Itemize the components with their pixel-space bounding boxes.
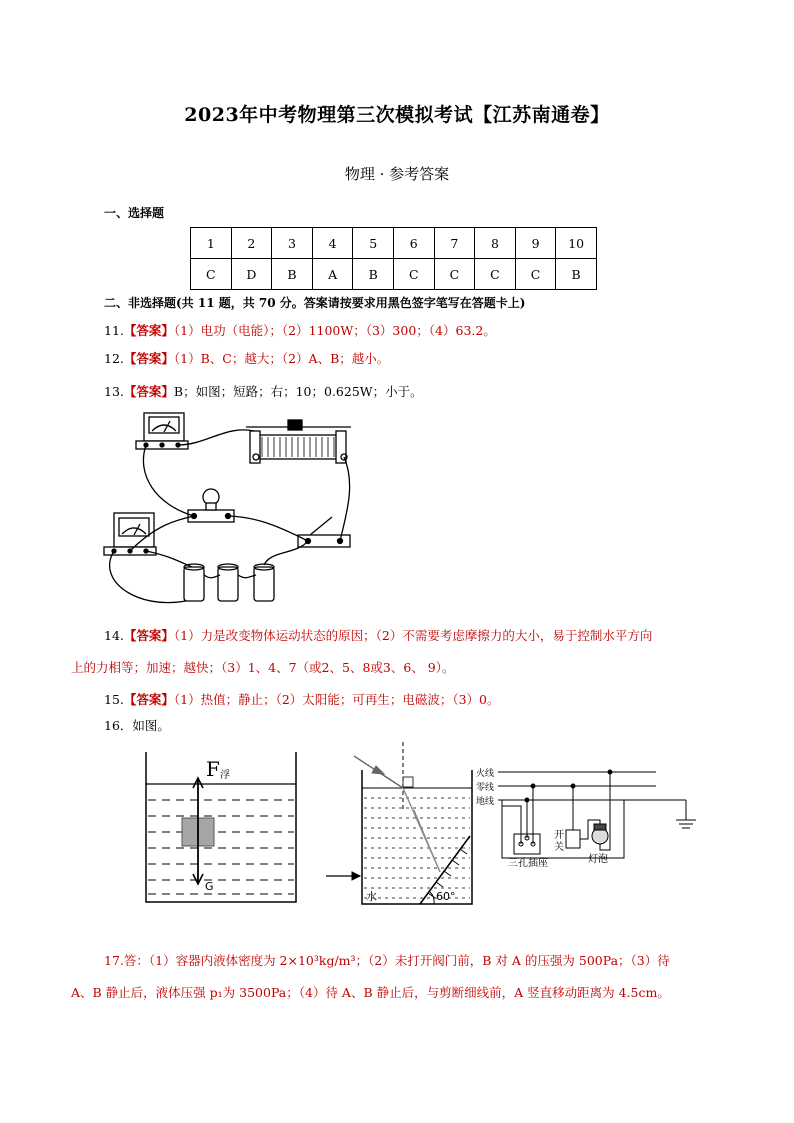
table-cell: D xyxy=(231,259,272,290)
answer-text: （1）热值；静止；（2）太阳能；可再生；电磁波；（3）0。 xyxy=(173,692,500,707)
answer-badge: 【答案】 xyxy=(123,692,174,707)
question-number: 15. xyxy=(104,692,124,707)
answer-q12 xyxy=(104,349,389,367)
table-cell: 1 xyxy=(191,228,232,259)
table-cell: 9 xyxy=(515,228,556,259)
answer-q14 xyxy=(104,626,652,644)
answer-badge: 【答案】 xyxy=(123,384,174,399)
table-row-answers xyxy=(191,259,597,290)
section-choice-heading: 一、选择题 xyxy=(104,206,165,220)
answer-q17-line2 xyxy=(71,983,670,1001)
answer-q13 xyxy=(104,382,423,400)
q16-figure xyxy=(140,740,700,912)
page-title: 2023年中考物理第三次模拟考试【江苏南通卷】 xyxy=(184,104,610,126)
question-number: 14. xyxy=(104,628,124,643)
water-label: 水 xyxy=(366,890,377,903)
answer-text: 17.答：（1）容器内液体密度为 2×10³kg/m³；（2）未打开阀门前，B 对 A 的压强为 500Pa；（3）待 xyxy=(104,953,670,968)
table-cell: C xyxy=(191,259,232,290)
refraction-diagram xyxy=(326,742,472,904)
answer-text: （1）电功（电能）；（2）1100W；（3）300；（4）63.2。 xyxy=(173,323,496,338)
table-cell: 3 xyxy=(272,228,313,259)
buoyancy-label: F xyxy=(206,757,220,781)
section-nonchoice-heading: 二、非选择题(共 11 题，共 70 分。答案请按要求用黑色签字笔写在答题卡上) xyxy=(104,296,526,310)
rheostat-icon xyxy=(246,420,351,463)
choice-answer-table xyxy=(190,227,597,290)
socket-label: 三孔插座 xyxy=(508,858,548,869)
table-cell: 4 xyxy=(312,228,353,259)
table-cell: B xyxy=(556,259,597,290)
angle-label: 60° xyxy=(436,890,456,903)
answer-q15 xyxy=(104,690,499,708)
answer-text: B；如图；短路；右；10；0.625W；小于。 xyxy=(173,384,423,399)
ground-wire-label: 地线 xyxy=(476,797,495,807)
table-cell: A xyxy=(312,259,353,290)
page-subtitle: 物理 · 参考答案 xyxy=(344,165,450,183)
bulb-label: 灯泡 xyxy=(588,854,608,865)
table-cell: B xyxy=(353,259,394,290)
answer-text: （1）B、C；越大；（2）A、B；越小。 xyxy=(173,351,390,366)
question-number: 12. xyxy=(104,351,124,366)
table-cell: 8 xyxy=(475,228,516,259)
battery-icon xyxy=(184,564,274,601)
table-cell: 7 xyxy=(434,228,475,259)
table-cell: C xyxy=(475,259,516,290)
switch-label-1: 开 xyxy=(554,830,564,841)
buoyancy-subscript: 浮 xyxy=(220,770,230,781)
answer-badge: 【答案】 xyxy=(123,351,174,366)
fire-wire-label: 火线 xyxy=(476,769,495,779)
answer-badge: 【答案】 xyxy=(123,323,174,338)
ammeter-icon xyxy=(136,413,188,449)
table-cell: 5 xyxy=(353,228,394,259)
table-cell: 10 xyxy=(556,228,597,259)
table-cell: 6 xyxy=(393,228,434,259)
switch-label-2: 关 xyxy=(554,842,564,853)
question-number: 11. xyxy=(104,323,124,338)
table-cell: C xyxy=(434,259,475,290)
question-number: 13. xyxy=(104,384,124,399)
gravity-label: G xyxy=(205,880,214,893)
circuit-figure xyxy=(96,405,366,610)
voltmeter-icon xyxy=(104,513,156,555)
table-cell: C xyxy=(515,259,556,290)
table-cell: 2 xyxy=(231,228,272,259)
answer-q17-line1 xyxy=(104,951,670,969)
household-circuit xyxy=(498,770,696,858)
bulb-icon xyxy=(188,489,234,522)
answer-q14-continued xyxy=(71,658,455,676)
answer-text: A、B 静止后，液体压强 p₁为 3500Pa；（4）待 A、B 静止后，与剪断细线前，A 竖直移动距离为 4.5cm。 xyxy=(71,985,670,1000)
neutral-wire-label: 零线 xyxy=(476,783,495,793)
table-cell: C xyxy=(393,259,434,290)
switch-icon xyxy=(566,830,580,848)
answer-q16: 16．如图。 xyxy=(104,718,170,733)
answer-q11 xyxy=(104,321,496,339)
table-cell: B xyxy=(272,259,313,290)
answer-text: （1）力是改变物体运动状态的原因；（2）不需要考虑摩擦力的大小，易于控制水平方向 xyxy=(173,628,653,643)
answer-badge: 【答案】 xyxy=(123,628,174,643)
table-row-numbers xyxy=(191,228,597,259)
answer-text: 上的力相等；加速；越快；（3）1、4、7（或2、5、8或3、6、 9）。 xyxy=(71,660,455,675)
